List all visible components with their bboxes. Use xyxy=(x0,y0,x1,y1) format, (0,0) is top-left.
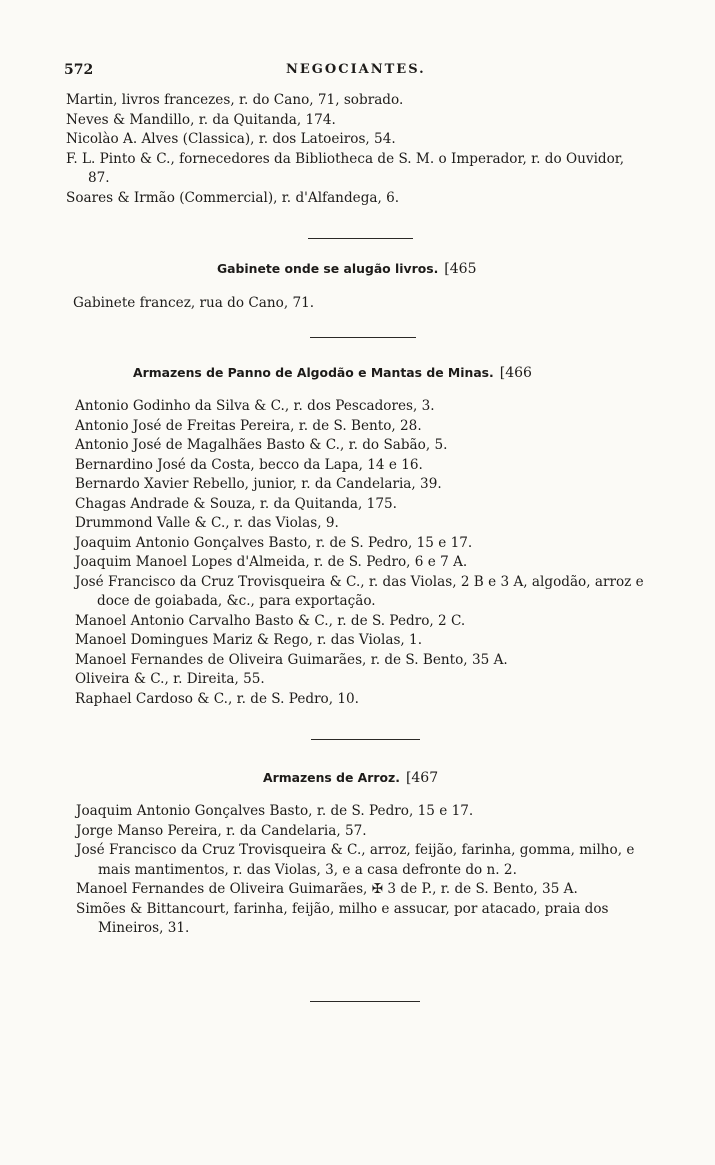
list-item: Manoel Fernandes de Oliveira Guimarães, ✠ 3 de P., r. de S. Bento, 35 A. xyxy=(76,881,578,897)
list-item: Manoel Antonio Carvalho Basto & C., r. de S. Pedro, 2 C. xyxy=(75,612,466,629)
list-item: F. L. Pinto & C., fornecedores da Bibliotheca de S. M. o Imperador, r. do Ouvidor, 87. xyxy=(66,150,625,186)
running-head: NEGOCIANTES. xyxy=(286,62,426,77)
entry-list-continued xyxy=(66,91,646,208)
list-item: Nicolào A. Alves (Classica), r. dos Latoeiros, 54. xyxy=(66,131,396,147)
list-item: Joaquim Manoel Lopes d'Almeida, r. de S. Pedro, 6 e 7 A. xyxy=(75,554,468,570)
page-number: 572 xyxy=(64,62,94,78)
list-item: Joaquim Antonio Gonçalves Basto, r. de S. Pedro, 15 e 17. xyxy=(76,803,474,819)
section-title: Armazens de Panno de Algodão e Mantas de Minas. xyxy=(133,365,494,380)
list-item: Gabinete francez, rua do Cano, 71. xyxy=(73,295,315,311)
list-item: Bernardino José da Costa, becco da Lapa, 14 e 16. xyxy=(75,456,423,473)
entry-list-466 xyxy=(75,397,655,709)
list-item: Joaquim Antonio Gonçalves Basto, r. de S. Pedro, 15 e 17. xyxy=(75,534,473,551)
list-item: Simões & Bittancourt, farinha, feijão, milho e assucar, por atacado, praia dos Mineiros, 31. xyxy=(76,900,609,936)
section-divider xyxy=(311,739,420,740)
list-item: Oliveira & C., r. Direita, 55. xyxy=(75,671,265,687)
list-item: Drummond Valle & C., r. das Violas, 9. xyxy=(75,515,339,531)
list-item: José Francisco da Cruz Trovisqueira & C., arroz, feijão, farinha, gomma, milho, e mais mantimentos, r. das Violas, 3, e a casa defronte do n. 2. xyxy=(76,842,635,878)
list-item: Manoel Fernandes de Oliveira Guimarães, r. de S. Bento, 35 A. xyxy=(75,651,508,668)
page-header xyxy=(64,62,644,82)
list-item: Neves & Mandillo, r. da Quitanda, 174. xyxy=(66,111,336,128)
list-item: Antonio José de Magalhães Basto & C., r. do Sabão, 5. xyxy=(75,437,448,453)
section-heading-465 xyxy=(217,261,476,277)
list-item: Chagas Andrade & Souza, r. da Quitanda, 175. xyxy=(75,495,397,512)
section-divider xyxy=(310,1001,420,1002)
list-item: Antonio José de Freitas Pereira, r. de S. Bento, 28. xyxy=(75,417,422,434)
section-divider xyxy=(310,337,416,338)
entry-list-467 xyxy=(76,802,656,939)
section-title: Gabinete onde se alugão livros. xyxy=(217,261,439,276)
section-number: [466 xyxy=(499,365,532,381)
section-number: [465 xyxy=(444,261,477,277)
list-item: Martin, livros francezes, r. do Cano, 71, sobrado. xyxy=(66,92,404,108)
list-item: José Francisco da Cruz Trovisqueira & C., r. das Violas, 2 B e 3 A, algodão, arroz e doce de goiabada, &c., para exportação. xyxy=(75,573,644,609)
list-item: Jorge Manso Pereira, r. da Candelaria, 57. xyxy=(76,822,367,839)
section-number: [467 xyxy=(405,770,439,786)
section-heading-467 xyxy=(263,770,438,786)
list-item: Bernardo Xavier Rebello, junior, r. da Candelaria, 39. xyxy=(75,476,442,492)
list-item: Soares & Irmão (Commercial), r. d'Alfandega, 6. xyxy=(66,189,400,206)
entry-list-465 xyxy=(73,294,653,314)
section-heading-466 xyxy=(133,365,532,381)
list-item: Raphael Cardoso & C., r. de S. Pedro, 10. xyxy=(75,690,360,707)
section-title: Armazens de Arroz. xyxy=(263,770,400,785)
list-item: Manoel Domingues Mariz & Rego, r. das Violas, 1. xyxy=(75,632,423,648)
list-item: Antonio Godinho da Silva & C., r. dos Pescadores, 3. xyxy=(75,398,435,414)
section-divider xyxy=(308,238,413,239)
